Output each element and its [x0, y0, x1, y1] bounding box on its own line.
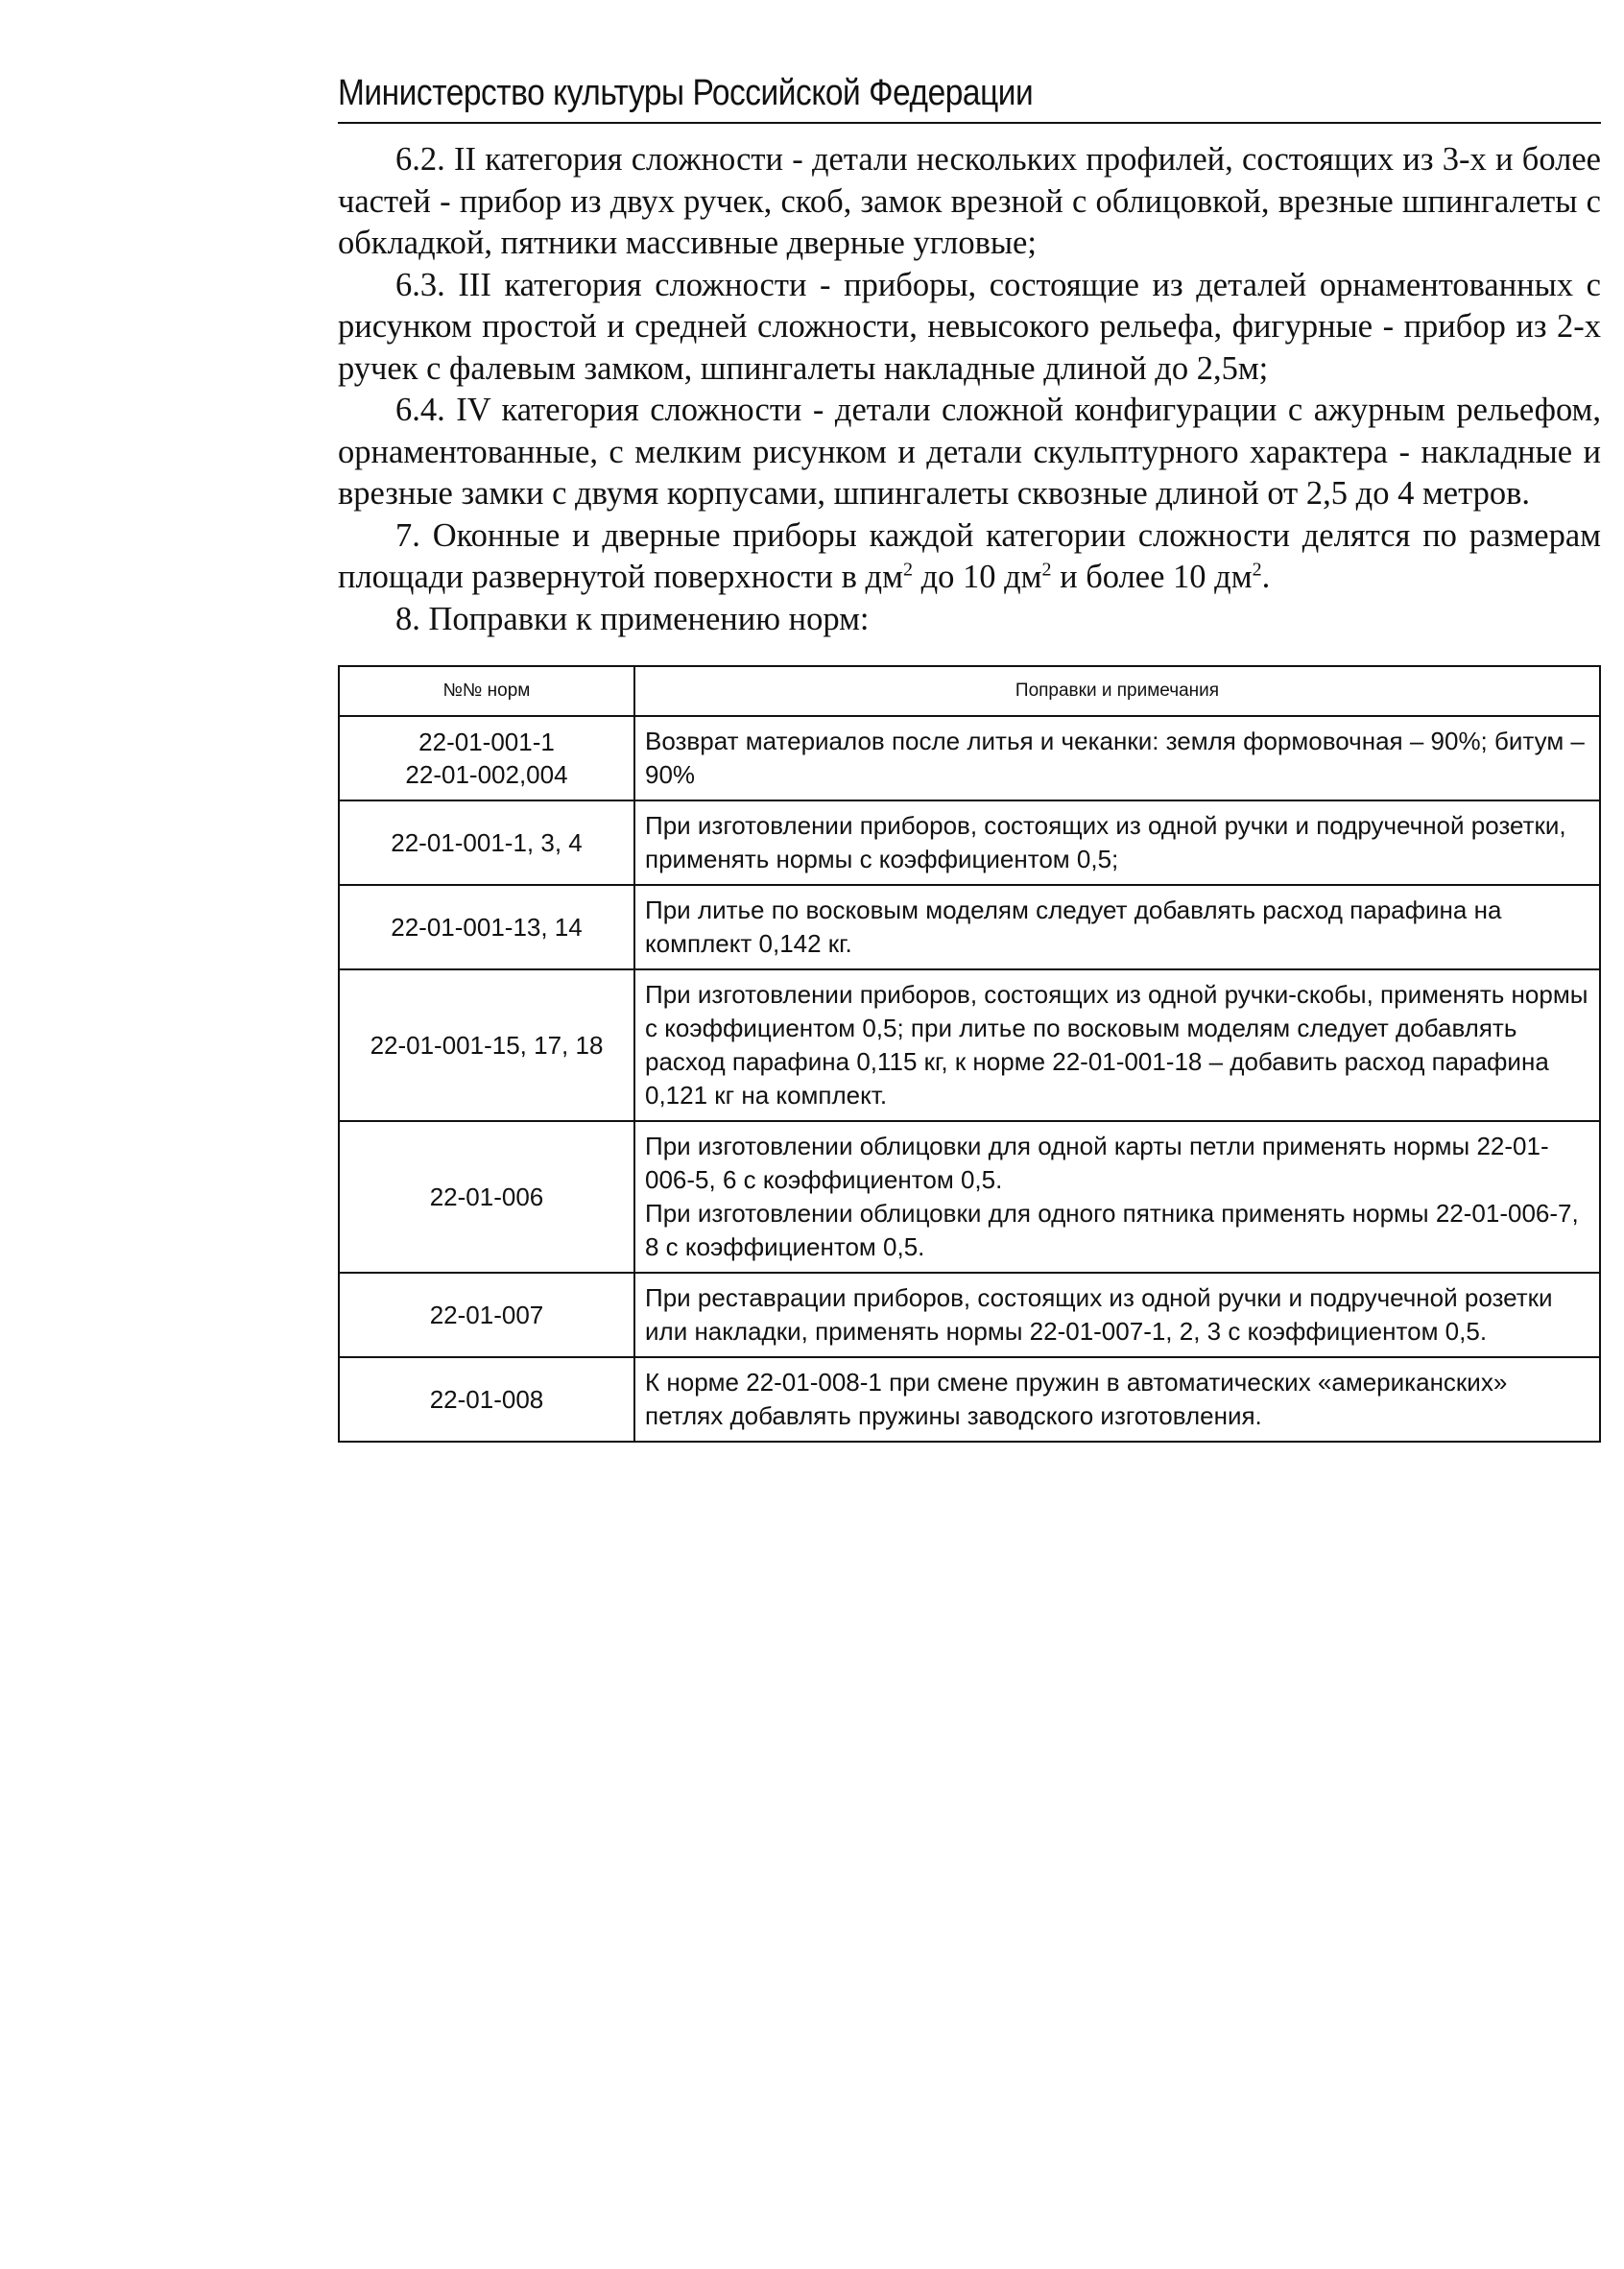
superscript-2: 2: [1252, 559, 1262, 581]
norm-code-cell: [339, 1121, 634, 1273]
page-header: [338, 73, 1601, 124]
paragraph-7-text-b: до 10 дм: [912, 559, 1042, 595]
norm-code-cell: [339, 800, 634, 885]
norm-code: 22-01-001-15, 17, 18: [370, 1031, 604, 1060]
note-cell: [634, 800, 1600, 885]
norm-code: 22-01-002,004: [405, 760, 568, 789]
norm-code-cell: [339, 1273, 634, 1357]
paragraph-6-3: 6.3. III категория сложности - приборы, состоящие из деталей орнаментованных с рисунком простой и средней сложности, невысокого рельефа, фигурные - прибор из 2-х ручек с фалевым замком, шпингалеты накладные длиной до 2,5м;: [338, 266, 1601, 387]
table-row: [339, 885, 1600, 969]
norm-code-cell: [339, 716, 634, 800]
table-row: [339, 1357, 1600, 1442]
body-text: [338, 139, 1601, 640]
note-text: При изготовлении приборов, состоящих из одной ручки и подручечной розетки, применять нормы с коэффициентом 0,5;: [645, 811, 1566, 873]
paragraph-7-text-end: .: [1261, 559, 1271, 595]
paragraph-6-2: 6.2. II категория сложности - детали нескольких профилей, состоящих из 3-х и более частей - прибор из двух ручек, скоб, замок врезной с облицовкой, врезные шпингалеты с обкладкой, пятники массивные дверные угловые;: [338, 141, 1601, 261]
table-row: [339, 800, 1600, 885]
page-header-title: Министерство культуры Российской Федерации: [338, 73, 1034, 113]
table-row: [339, 1121, 1600, 1273]
column-header-note: Поправки и примечания: [634, 666, 1600, 716]
norm-code-cell: [339, 969, 634, 1121]
table-row: [339, 716, 1600, 800]
note-cell: [634, 716, 1600, 800]
note-cell: [634, 1273, 1600, 1357]
norms-table: [338, 665, 1601, 1443]
note-text: Возврат материалов после литья и чеканки: земля формовочная – 90%; битум – 90%: [645, 727, 1585, 789]
superscript-2: 2: [902, 559, 913, 581]
norm-code: 22-01-001-1: [418, 728, 555, 756]
note-text: При реставрации приборов, состоящих из одной ручки и подручечной розетки или накладки, применять нормы 22-01-007-1, 2, 3 с коэффициентом 0,5.: [645, 1283, 1553, 1346]
paragraph-7-text-a: 7. Оконные и дверные приборы каждой категории сложности делятся по размерам площади развернутой поверхности в дм: [338, 516, 1601, 595]
superscript-2: 2: [1041, 559, 1052, 581]
table-row: [339, 969, 1600, 1121]
paragraph-8: 8. Поправки к применению норм:: [395, 600, 870, 637]
note-text: К норме 22-01-008-1 при смене пружин в автоматических «американских» петлях добавлять пружины заводского изготовления.: [645, 1368, 1508, 1430]
document-page: [338, 73, 1601, 1443]
table-body: [339, 716, 1600, 1442]
norm-code: 22-01-001-13, 14: [391, 913, 583, 942]
norm-code: 22-01-001-1, 3, 4: [391, 828, 583, 857]
note-text: При изготовлении облицовки для одной карты петли применять нормы 22-01-006-5, 6 с коэффициентом 0,5.: [645, 1132, 1549, 1194]
note-text: При изготовлении облицовки для одного пятника применять нормы 22-01-006-7, 8 с коэффициентом 0,5.: [645, 1199, 1579, 1261]
norm-code: 22-01-007: [429, 1301, 544, 1329]
norm-code: 22-01-006: [429, 1182, 544, 1211]
norm-code: 22-01-008: [429, 1385, 544, 1414]
note-text: При изготовлении приборов, состоящих из одной ручки-скобы, применять нормы с коэффициентом 0,5; при литье по восковым моделям следует добавлять расход парафина 0,115 кг, к норме 22-01-001-18 – добавить расход парафина 0,121 кг на комплект.: [645, 980, 1588, 1110]
paragraph-7-text-c: и более 10 дм: [1051, 559, 1253, 595]
paragraph-7: [338, 515, 1601, 599]
norm-code-cell: [339, 885, 634, 969]
note-text: При литье по восковым моделям следует добавлять расход парафина на комплект 0,142 кг.: [645, 896, 1502, 958]
paragraph-6-4: 6.4. IV категория сложности - детали сложной конфигурации с ажурным рельефом, орнаментованные, с мелким рисунком и детали скульптурного характера - накладные и врезные замки с двумя корпусами, шпингалеты сквозные длиной от 2,5 до 4 метров.: [338, 392, 1601, 512]
note-cell: [634, 1121, 1600, 1273]
column-header-code: №№ норм: [339, 666, 634, 716]
table-row: [339, 1273, 1600, 1357]
table-header-row: [339, 666, 1600, 716]
norm-code-cell: [339, 1357, 634, 1442]
note-cell: [634, 969, 1600, 1121]
note-cell: [634, 885, 1600, 969]
note-cell: [634, 1357, 1600, 1442]
